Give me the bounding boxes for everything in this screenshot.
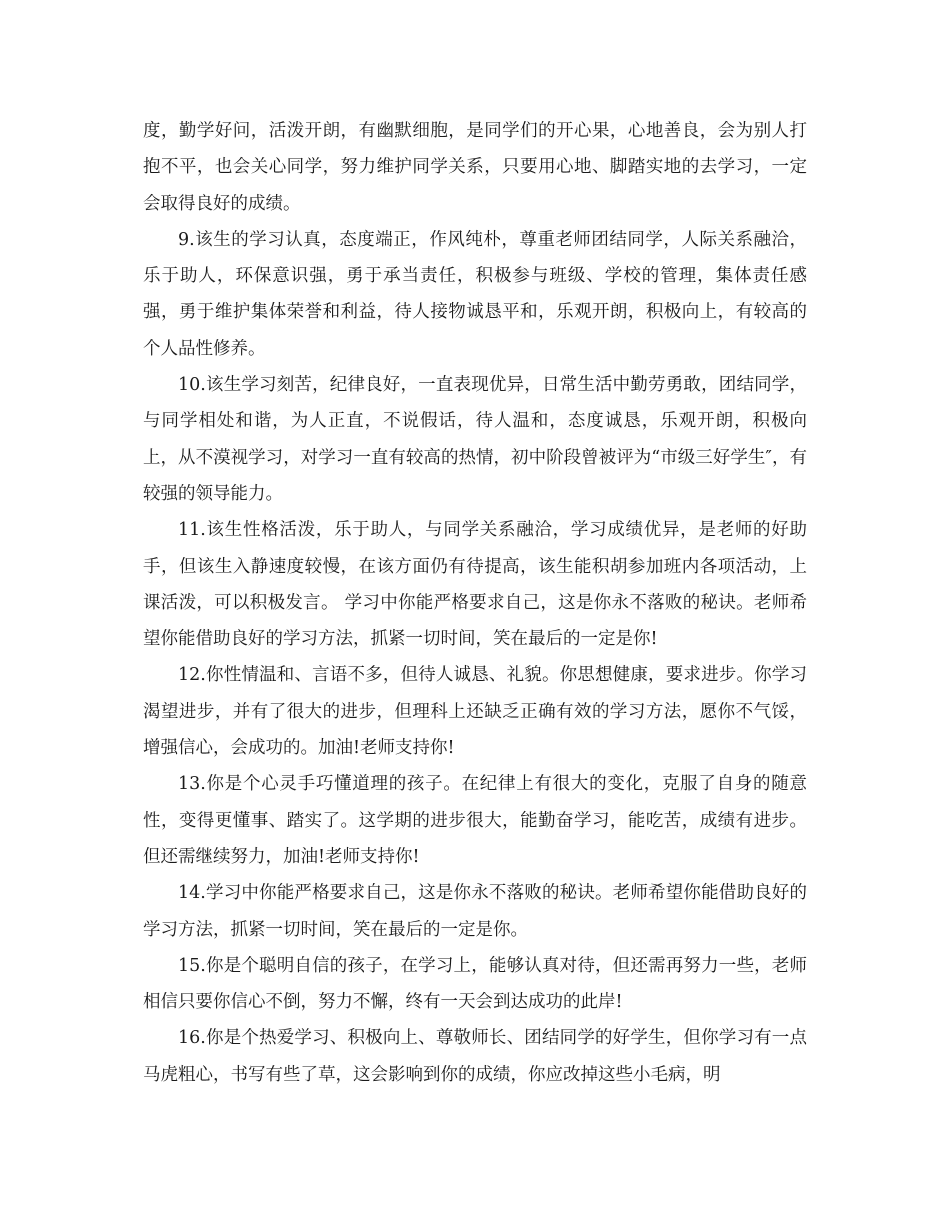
paragraph-item-10: 10.该生学习刻苦，纪律良好，一直表现优异，日常生活中勤劳勇敢，团结同学，与同学相处和谐，为人正直，不说假话，待人温和，态度诚恳，乐观开朗，积极向上，从不漠视学习，对学习一直有较高的热情，初中阶段曾被评为“市级三好学生″，有较强的领导能力。 xyxy=(143,375,807,504)
document-body xyxy=(143,113,807,1093)
paragraph-item-15: 15.你是个聪明自信的孩子，在学习上，能够认真对待，但还需再努力一些，老师相信只要你信心不倒，努力不懈，终有一天会到达成功的此岸! xyxy=(143,955,807,1013)
paragraph-item-9: 9.该生的学习认真，态度端正，作风纯朴，尊重老师团结同学，人际关系融洽，乐于助人，环保意识强，勇于承当责任，积极参与班级、学校的管理，集体责任感强，勇于维护集体荣誉和利益，待人接物诚恳平和，乐观开朗，积极向上，有较高的个人品性修养。 xyxy=(143,229,807,359)
paragraph-item-12: 12.你性情温和、言语不多，但待人诚恳、礼貌。你思想健康，要求进步。你学习渴望进步，并有了很大的进步，但理科上还缺乏正确有效的学习方法，愿你不气馁，增强信心，会成功的。加油!老师支持你! xyxy=(143,665,807,759)
paragraph-continuation: 度，勤学好问，活泼开朗，有幽默细胞，是同学们的开心果，心地善良，会为别人打抱不平，也会关心同学，努力维护同学关系，只要用心地、脚踏实地的去学习，一定会取得良好的成绩。 xyxy=(143,121,807,214)
paragraph-item-11: 11.该生性格活泼，乐于助人，与同学关系融洽，学习成绩优异，是老师的好助手，但该生入静速度较慢，在该方面仍有待提高，该生能积胡参加班内各项活动，上课活泼，可以积极发言。 学习中你能严格要求自己，这是你永不落败的秘诀。老师希望你能借助良好的学习方法，抓紧一切时间，笑在最后的一定是你! xyxy=(143,520,807,650)
paragraph-item-14: 14.学习中你能严格要求自己，这是你永不落败的秘诀。老师希望你能借助良好的学习方法，抓紧一切时间，笑在最后的一定是你。 xyxy=(143,883,807,940)
paragraph-item-13: 13.你是个心灵手巧懂道理的孩子。在纪律上有很大的变化，克服了自身的随意性，变得更懂事、踏实了。这学期的进步很大，能勤奋学习，能吃苦，成绩有进步。但还需继续努力，加油!老师支持你! xyxy=(143,774,807,867)
paragraph-item-16: 16.你是个热爱学习、积极向上、尊敬师长、团结同学的好学生，但你学习有一点马虎粗心，书写有些了草，这会影响到你的成绩，你应改掉这些小毛病，明 xyxy=(143,1028,807,1085)
